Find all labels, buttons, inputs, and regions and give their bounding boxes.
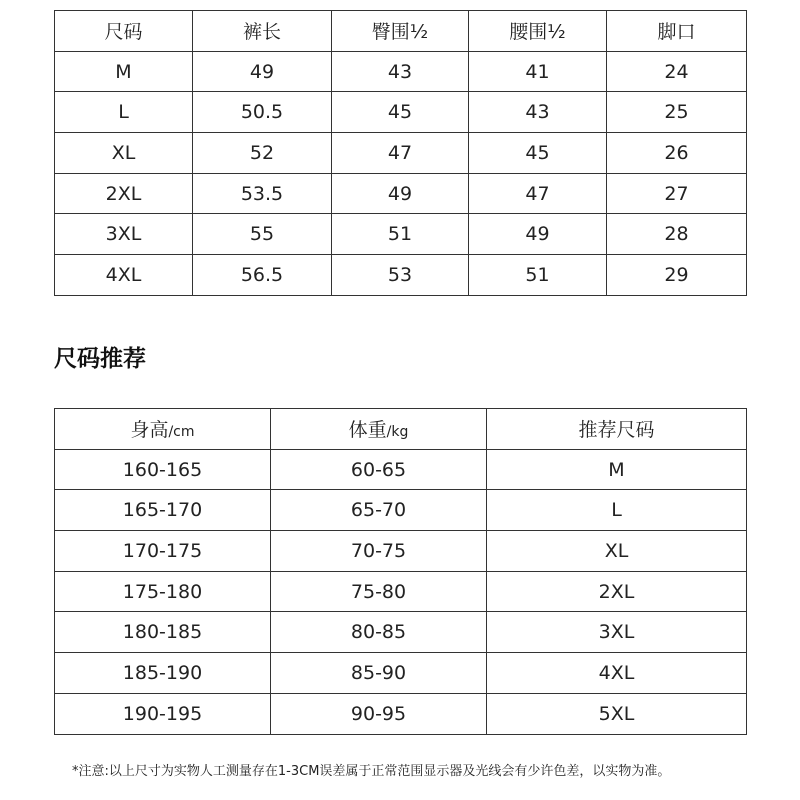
- size-chart-cell: XL: [55, 133, 193, 174]
- size-recommendation-row: [55, 571, 747, 612]
- size-recommendation-cell: 5XL: [487, 693, 747, 734]
- size-recommendation-table: [54, 408, 747, 735]
- size-chart-cell: 4XL: [55, 255, 193, 296]
- size-chart-row: [55, 255, 747, 296]
- size-recommendation-cell: 65-70: [271, 490, 487, 531]
- size-chart-row: [55, 214, 747, 255]
- size-chart-cell: 53: [332, 255, 469, 296]
- size-recommendation-cell: 85-90: [271, 653, 487, 694]
- size-chart-cell: L: [55, 92, 193, 133]
- size-recommendation-header-cell: [487, 409, 747, 450]
- size-chart-cell: 24: [607, 51, 747, 92]
- size-chart-row: [55, 51, 747, 92]
- size-chart-row: [55, 133, 747, 174]
- size-recommendation-cell: 175-180: [55, 571, 271, 612]
- size-recommendation-cell: 2XL: [487, 571, 747, 612]
- size-chart-cell: 49: [332, 173, 469, 214]
- size-recommendation-header-cell: [55, 409, 271, 450]
- header-unit: /kg: [386, 424, 409, 441]
- size-chart-cell: 28: [607, 214, 747, 255]
- size-recommendation-cell: 60-65: [271, 449, 487, 490]
- size-chart-cell: 53.5: [193, 173, 332, 214]
- size-chart-cell: 3XL: [55, 214, 193, 255]
- size-chart-cell: M: [55, 51, 193, 92]
- size-chart-cell: 43: [469, 92, 607, 133]
- size-chart-cell: 50.5: [193, 92, 332, 133]
- size-recommendation-header-row: [55, 409, 747, 450]
- header-unit: /cm: [168, 424, 195, 441]
- size-chart-table: [54, 10, 747, 296]
- size-recommendation-cell: 80-85: [271, 612, 487, 653]
- size-recommendation-cell: 185-190: [55, 653, 271, 694]
- size-chart-cell: 51: [332, 214, 469, 255]
- size-chart-cell: 45: [332, 92, 469, 133]
- size-recommendation-title: 尺码推荐: [54, 346, 146, 372]
- size-recommendation-body: [55, 409, 747, 735]
- size-chart-cell: 55: [193, 214, 332, 255]
- size-recommendation-cell: 160-165: [55, 449, 271, 490]
- size-chart-cell: 41: [469, 51, 607, 92]
- size-chart-row: [55, 173, 747, 214]
- size-chart-cell: 25: [607, 92, 747, 133]
- size-chart-cell: 47: [469, 173, 607, 214]
- size-recommendation-row: [55, 490, 747, 531]
- size-chart-header-cell: 尺码: [55, 11, 193, 52]
- size-recommendation-row: [55, 693, 747, 734]
- size-chart-header-cell: 臀围½: [332, 11, 469, 52]
- size-recommendation-row: [55, 653, 747, 694]
- size-recommendation-cell: 180-185: [55, 612, 271, 653]
- size-chart-cell: 45: [469, 133, 607, 174]
- size-recommendation-cell: L: [487, 490, 747, 531]
- size-recommendation-cell: 75-80: [271, 571, 487, 612]
- size-recommendation-row: [55, 612, 747, 653]
- size-recommendation-row: [55, 449, 747, 490]
- header-label: 体重: [348, 419, 387, 442]
- size-chart-header-row: [55, 11, 747, 52]
- size-recommendation-row: [55, 531, 747, 572]
- header-label: 身高: [130, 419, 169, 442]
- size-chart-cell: 2XL: [55, 173, 193, 214]
- size-recommendation-cell: 70-75: [271, 531, 487, 572]
- size-chart-body: [55, 11, 747, 296]
- header-label: 推荐尺码: [578, 419, 655, 442]
- size-recommendation-cell: 190-195: [55, 693, 271, 734]
- measurement-footnote: *注意:以上尺寸为实物人工测量存在1-3CM误差属于正常范围显示器及光线会有少许色差，以实物为准。: [72, 764, 671, 779]
- size-recommendation-cell: M: [487, 449, 747, 490]
- size-recommendation-header-cell: [271, 409, 487, 450]
- size-chart-row: [55, 92, 747, 133]
- size-chart-cell: 51: [469, 255, 607, 296]
- size-chart-cell: 29: [607, 255, 747, 296]
- size-recommendation-cell: XL: [487, 531, 747, 572]
- size-chart-header-cell: 脚口: [607, 11, 747, 52]
- size-chart-cell: 26: [607, 133, 747, 174]
- size-chart-cell: 27: [607, 173, 747, 214]
- size-chart-cell: 47: [332, 133, 469, 174]
- size-chart-header-cell: 腰围½: [469, 11, 607, 52]
- size-recommendation-cell: 3XL: [487, 612, 747, 653]
- size-chart-cell: 52: [193, 133, 332, 174]
- size-recommendation-cell: 90-95: [271, 693, 487, 734]
- size-recommendation-cell: 4XL: [487, 653, 747, 694]
- size-recommendation-cell: 170-175: [55, 531, 271, 572]
- size-chart-cell: 49: [193, 51, 332, 92]
- size-chart-cell: 56.5: [193, 255, 332, 296]
- size-chart-cell: 49: [469, 214, 607, 255]
- size-chart-header-cell: 裤长: [193, 11, 332, 52]
- size-chart-cell: 43: [332, 51, 469, 92]
- size-recommendation-cell: 165-170: [55, 490, 271, 531]
